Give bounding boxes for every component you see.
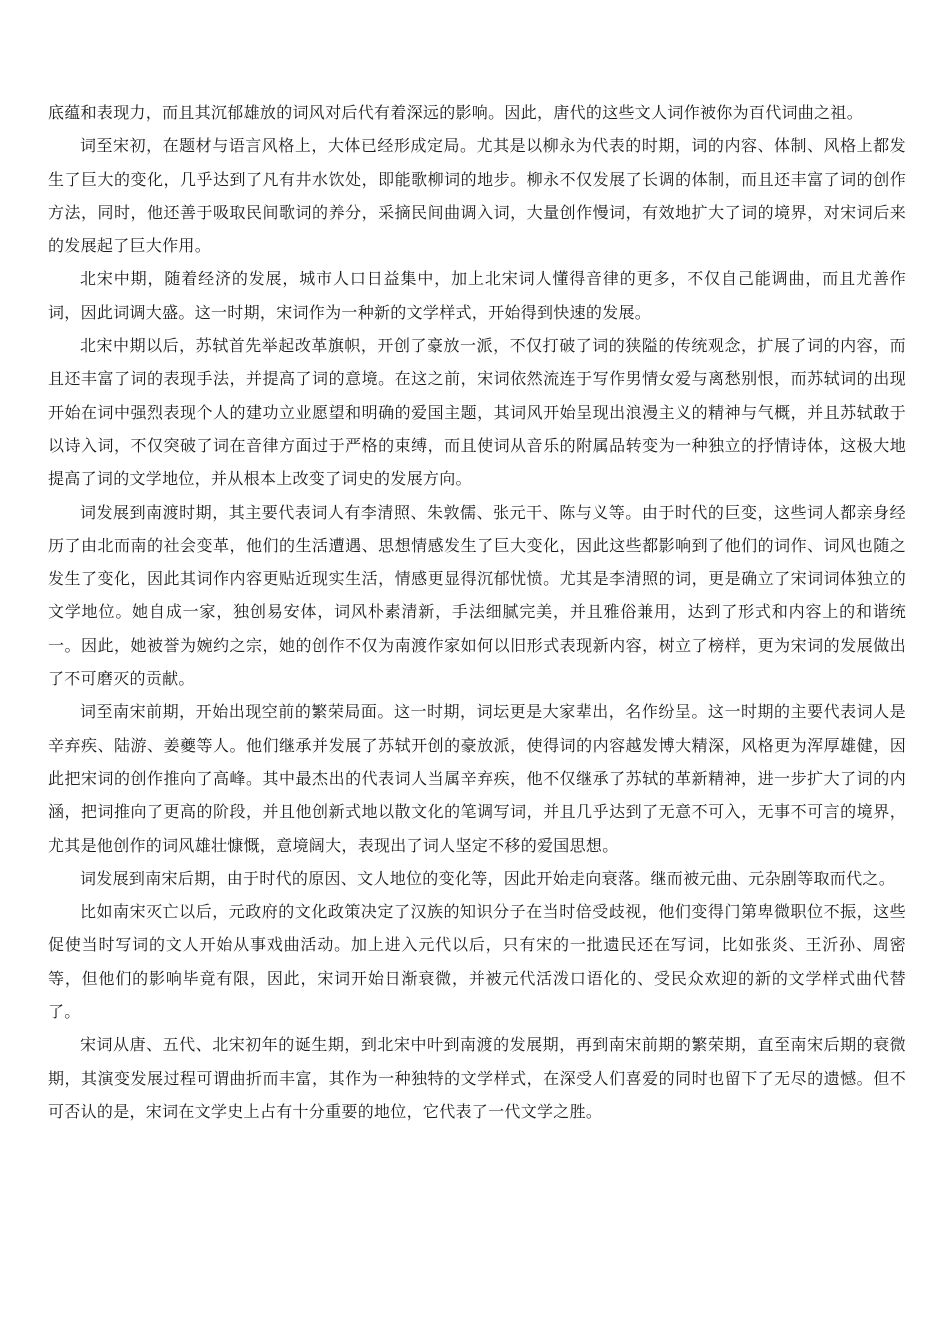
paragraph-continuation: 底蕴和表现力，而且其沉郁雄放的词风对后代有着深远的影响。因此，唐代的这些文人词作被你为百代词曲之祖。 [48,103,864,122]
paragraph-mid-northern-song: 北宋中期，随着经济的发展，城市人口日益集中，加上北宋词人懂得音律的更多，不仅自己能调曲，而且尤善作词，因此词调大盛。这一时期，宋词作为一种新的文学样式，开始得到快速的发展。 [48,269,906,322]
article-body [48,96,906,1128]
paragraph-yuan-dynasty: 比如南宋灭亡以后，元政府的文化政策决定了汉族的知识分子在当时倍受歧视，他们变得门第卑微职位不振，这些促使当时写词的文人开始从事戏曲活动。加上进入元代以后，只有宋的一批遗民还在写词，比如张炎、王沂孙、周密等，但他们的影响毕竟有限，因此，宋词开始日渐衰微，并被元代活泼口语化的、受民众欢迎的新的文学样式曲代替了。 [48,902,906,1022]
paragraph-early-song: 词至宋初，在题材与语言风格上，大体已经形成定局。尤其是以柳永为代表的时期，词的内容、体制、风格上都发生了巨大的变化，几乎达到了凡有井水饮处，即能歌柳词的地步。柳永不仅发展了长调的体制，而且还丰富了词的创作方法，同时，他还善于吸取民间歌词的养分，采摘民间曲调入词，大量创作慢词，有效地扩大了词的境界，对宋词后来的发展起了巨大作用。 [48,136,906,256]
paragraph-early-southern-song: 词至南宋前期，开始出现空前的繁荣局面。这一时期，词坛更是大家辈出，名作纷呈。这一时期的主要代表词人是辛弃疾、陆游、姜夔等人。他们继承并发展了苏轼开创的豪放派，使得词的内容越发博大精深，风格更为浑厚雄健，因此把宋词的创作推向了高峰。其中最杰出的代表词人当属辛弃疾，他不仅继承了苏轼的革新精神，进一步扩大了词的内涵，把词推向了更高的阶段，并且他创新式地以散文化的笔调写词，并且几乎达到了无意不可入，无事不可言的境界，尤其是他创作的词风雄壮慷慨，意境阔大，表现出了词人坚定不移的爱国思想。 [48,702,906,855]
paragraph-conclusion: 宋词从唐、五代、北宋初年的诞生期，到北宋中叶到南渡的发展期，再到南宋前期的繁荣期，直至南宋后期的衰微期，其演变发展过程可谓曲折而丰富，其作为一种独特的文学样式，在深受人们喜爱的同时也留下了无尽的遗憾。但不可否认的是，宋词在文学史上占有十分重要的地位，它代表了一代文学之胜。 [48,1035,906,1121]
paragraph-southern-crossing: 词发展到南渡时期，其主要代表词人有李清照、朱敦儒、张元干、陈与义等。由于时代的巨变，这些词人都亲身经历了由北而南的社会变革，他们的生活遭遇、思想情感发生了巨大变化，因此这些都影响到了他们的词作、词风也随之发生了变化，因此其词作内容更贴近现实生活，情感更显得沉郁忧愤。尤其是李清照的词，更是确立了宋词词体独立的文学地位。她自成一家，独创易安体，词风朴素清新，手法细腻完美，并且雅俗兼用，达到了形式和内容上的和谐统一。因此，她被誉为婉约之宗，她的创作不仅为南渡作家如何以旧形式表现新内容，树立了榜样，更为宋词的发展做出了不可磨灭的贡献。 [48,502,906,689]
paragraph-late-southern-song: 词发展到南宋后期，由于时代的原因、文人地位的变化等，因此开始走向衰落。继而被元曲、元杂剧等取而代之。 [80,868,896,888]
paragraph-su-shi: 北宋中期以后，苏轼首先举起改革旗帜，开创了豪放一派，不仅打破了词的狭隘的传统观念，扩展了词的内容，而且还丰富了词的表现手法，并提高了词的意境。在这之前，宋词依然流连于写作男情女爱与离愁别恨，而苏轼词的出现开始在词中强烈表现个人的建功立业愿望和明确的爱国主题，其词风开始呈现出浪漫主义的精神与气概，并且苏轼敢于以诗入词，不仅突破了词在音律方面过于严格的束缚，而且使词从音乐的附属品转变为一种独立的抒情诗体，这极大地提高了词的文学地位，并从根本上改变了词史的发展方向。 [48,336,906,489]
